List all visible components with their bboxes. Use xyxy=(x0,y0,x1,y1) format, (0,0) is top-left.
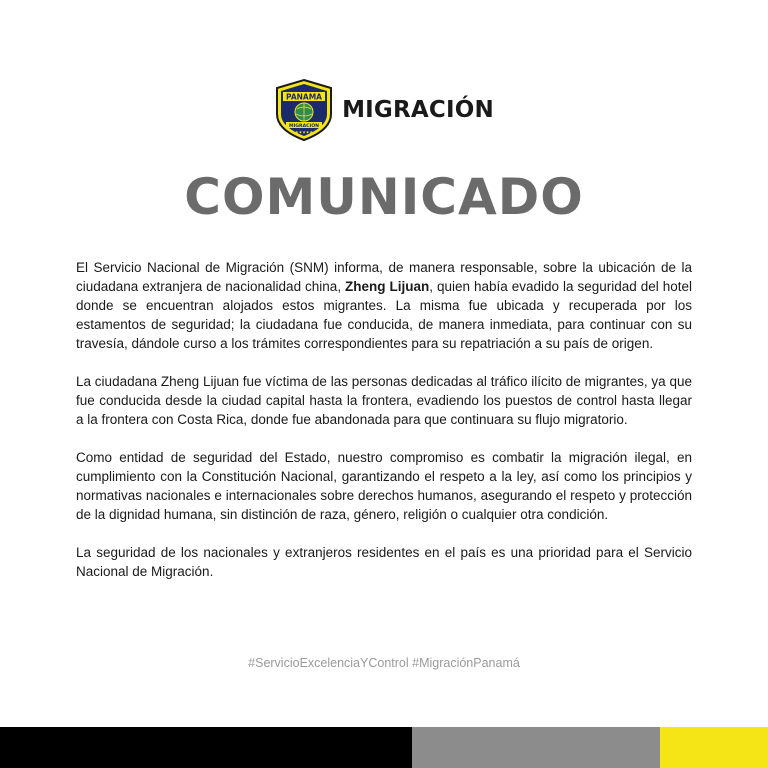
brand-name: MIGRACIÓN xyxy=(342,97,494,123)
hashtags: #ServicioExcelenciaYControl #MigraciónPanamá xyxy=(248,656,520,670)
paragraph-3: Como entidad de seguridad del Estado, nuestro compromiso es combatir la migración ilegal, en cumplimiento con la Constitución Nacional, garantizando el respeto a la ley, así como los principios y normativas nacionales e internacionales sobre derechos humanos, asegurando el respeto y protección de la dignidad humana, sin distinción de raza, género, religión o cualquier otra condición. xyxy=(76,450,692,522)
communique-body xyxy=(76,258,692,600)
highlighted-name: Zheng Lijuan xyxy=(345,279,430,294)
footer-bar-gray xyxy=(412,727,660,768)
migracion-shield-icon xyxy=(274,78,334,142)
paragraph-1: El Servicio Nacional de Migración (SNM) informa, de manera responsable, sobre la ubicación de la ciudadana extranjera de nacionalidad china, Zheng Lijuan, quien había evadido la seguridad del hotel donde se encuentran alojados estos migrantes. La misma fue ubicada y recuperada por los estamentos de seguridad; la ciudadana fue conducida, de manera inmediata, para continuar con su travesía, dándole curso a los trámites correspondientes para su repatriación a su país de origen. xyxy=(76,260,692,351)
paragraph-4: La seguridad de los nacionales y extranjeros residentes en el país es una prioridad para el Servicio Nacional de Migración. xyxy=(76,545,692,579)
footer-color-bar xyxy=(0,727,768,768)
paragraph-2: La ciudadana Zheng Lijuan fue víctima de las personas dedicadas al tráfico ilícito de migrantes, ya que fue conducida desde la ciudad capital hasta la frontera, evadiendo los puestos de control hasta llegar a la frontera con Costa Rica, donde fue abandonada para que continuara su flujo migratorio. xyxy=(76,374,692,427)
footer-bar-yellow xyxy=(660,727,768,768)
svg-text:★★★★★: ★★★★★ xyxy=(295,129,314,135)
badge-bottom-text: MIGRACIÓN xyxy=(289,123,320,129)
page-title: COMUNICADO xyxy=(184,168,584,226)
logo xyxy=(0,78,768,142)
footer-bar-black xyxy=(0,727,412,768)
badge-top-text: PANAMA xyxy=(286,92,323,102)
